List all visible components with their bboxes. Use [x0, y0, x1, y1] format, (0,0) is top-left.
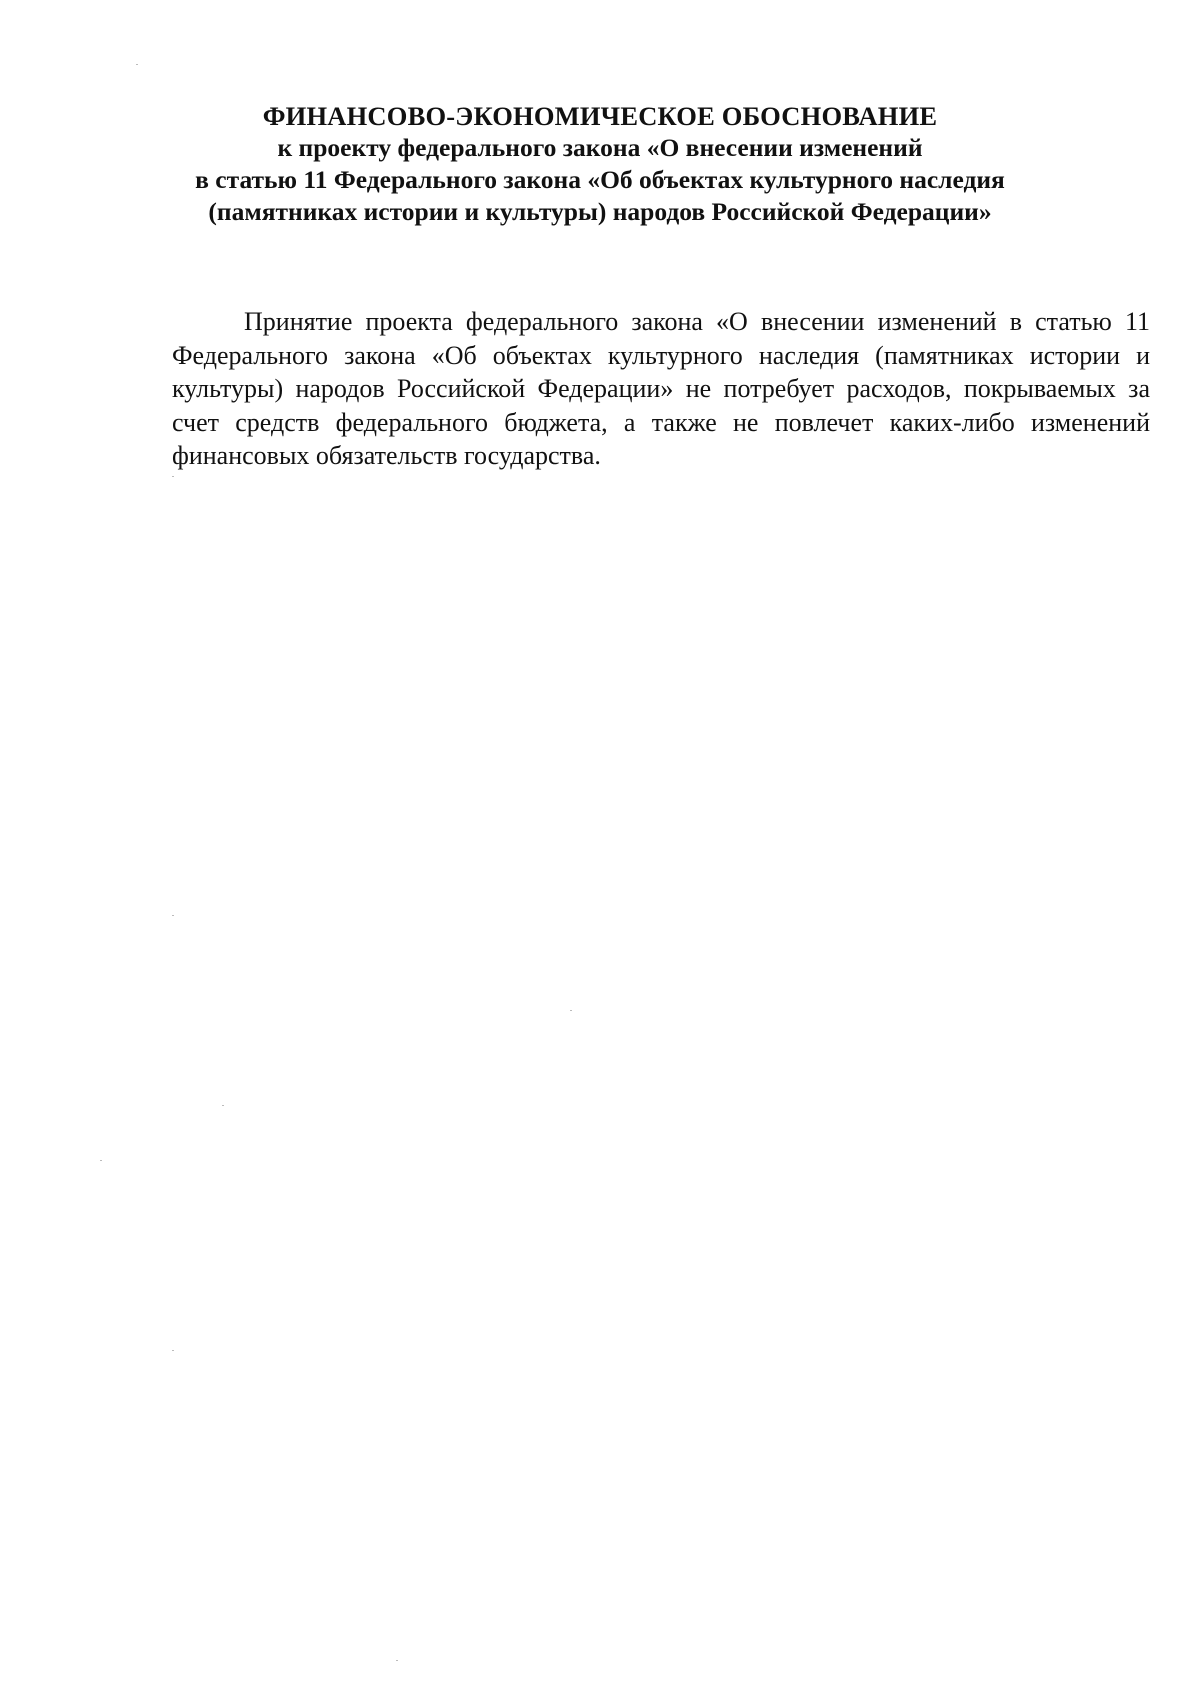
- document-heading: [150, 100, 1050, 228]
- scan-speck: [570, 1010, 572, 1011]
- document-subtitle-line-2: в статью 11 Федерального закона «Об объектах культурного наследия: [195, 165, 1005, 194]
- document-title: ФИНАНСОВО-ЭКОНОМИЧЕСКОЕ ОБОСНОВАНИЕ: [262, 101, 938, 131]
- scan-speck: [172, 1350, 174, 1351]
- scan-speck: [172, 476, 174, 477]
- document-subtitle-line-1: к проекту федерального закона «О внесении изменений: [277, 133, 923, 162]
- document-subtitle-line-3: (памятниках истории и культуры) народов Российской Федерации»: [208, 197, 992, 226]
- scan-speck: [396, 1660, 398, 1661]
- scan-speck: [222, 1105, 224, 1106]
- scan-speck: [172, 915, 174, 916]
- body-paragraph: Принятие проекта федерального закона «О внесении изменений в статью 11 Федерального закона «Об объектах культурного наследия (памятниках истории и культуры) народов Российской Федерации» не потребует расходов, покрываемых за счет средств федерального бюджета, а также не повлечет каких-либо изменений финансовых обязательств государства.: [172, 307, 1150, 470]
- scan-speck: [136, 64, 138, 65]
- scan-speck: [100, 1160, 102, 1161]
